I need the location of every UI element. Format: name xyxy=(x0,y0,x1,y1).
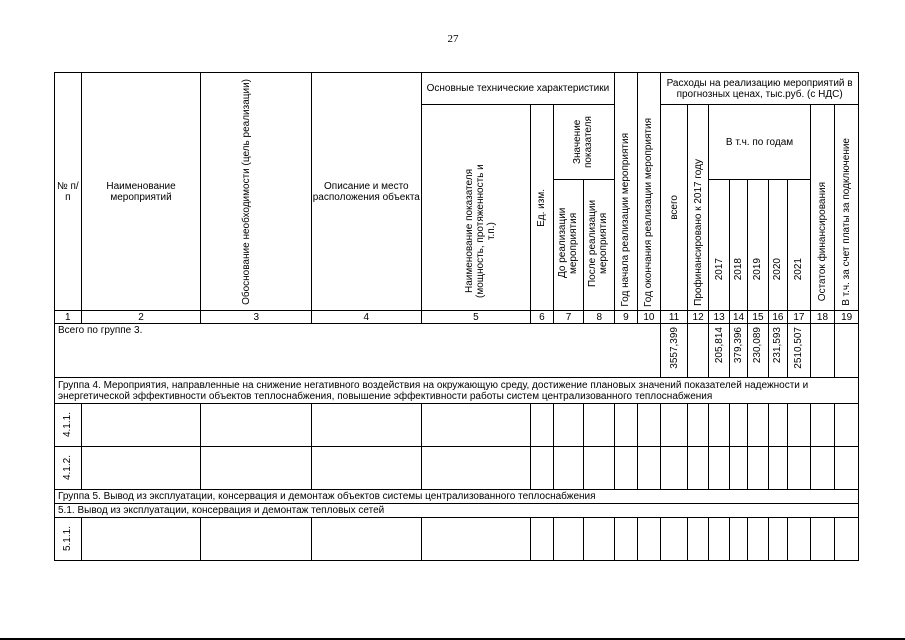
group5-title: Группа 5. Вывод из эксплуатации, консервация и демонтаж объектов системы централизованного теплоснабжения xyxy=(55,490,859,504)
remaining-value xyxy=(810,324,835,378)
row-number-511: 5.1.1. xyxy=(55,518,82,561)
header-description: Описание и место расположения объекта xyxy=(312,73,422,311)
total-row-group3 xyxy=(55,324,859,378)
column-number: 16 xyxy=(768,311,787,324)
column-number: 3 xyxy=(201,311,312,324)
table-row xyxy=(55,518,859,561)
column-number: 9 xyxy=(615,311,638,324)
column-number: 5 xyxy=(421,311,531,324)
header-indicator-name: Наименование показателя (мощность, протяженность и т.п.) xyxy=(421,105,531,311)
header-year-2021: 2021 xyxy=(788,180,811,311)
column-number: 2 xyxy=(81,311,201,324)
header-start-year: Год начала реализации мероприятия xyxy=(615,73,638,311)
header-remaining: Остаток финансирования xyxy=(810,105,835,311)
financed-value xyxy=(687,324,709,378)
column-number: 14 xyxy=(729,311,747,324)
header-justification: Обоснование необходимости (цель реализации) xyxy=(201,73,312,311)
header-year-2019: 2019 xyxy=(748,180,768,311)
column-number: 18 xyxy=(810,311,835,324)
table-row xyxy=(55,447,859,490)
header-year-2018: 2018 xyxy=(729,180,747,311)
header-connection-fee: В т.ч. за счет платы за подключение xyxy=(835,105,859,311)
column-number: 4 xyxy=(312,311,422,324)
group4-title: Группа 4. Мероприятия, направленные на снижение негативного воздействия на окружающую среду, достижение плановых значений показателей надежности и энергетической эффективности объектов теплоснабжения, повышение эффективности работы систем централизованного теплоснабжения xyxy=(55,378,859,404)
header-year-2017: 2017 xyxy=(709,180,729,311)
header-tech-characteristics: Основные технические характеристики xyxy=(421,73,615,105)
column-number: 12 xyxy=(687,311,709,324)
value-2017: 205,814 xyxy=(709,324,729,378)
column-number: 13 xyxy=(709,311,729,324)
value-2018: 379,396 xyxy=(729,324,747,378)
column-number: 7 xyxy=(553,311,584,324)
column-number: 1 xyxy=(55,311,82,324)
table-row xyxy=(55,404,859,447)
header-year-2020: 2020 xyxy=(768,180,787,311)
header-end-year: Год окончания реализации мероприятия xyxy=(637,73,661,311)
total-value: 3557,399 xyxy=(661,324,688,378)
header-before: До реализации мероприятия xyxy=(553,180,584,311)
column-number-row xyxy=(55,311,859,324)
header-name: Наименование мероприятий xyxy=(81,73,201,311)
column-number: 8 xyxy=(584,311,615,324)
header-number: № п/п xyxy=(55,73,82,311)
column-number: 6 xyxy=(531,311,554,324)
header-by-years: В т.ч. по годам xyxy=(709,105,810,180)
header-costs: Расходы на реализацию мероприятий в прогнозных ценах, тыс.руб. (с НДС) xyxy=(661,73,859,105)
value-2020: 231,593 xyxy=(768,324,787,378)
value-2021: 2510,507 xyxy=(788,324,811,378)
column-number: 11 xyxy=(661,311,688,324)
column-number: 19 xyxy=(835,311,859,324)
total-row-label: Всего по группе 3. xyxy=(55,324,661,378)
header-indicator-value: Значение показателя xyxy=(553,105,614,180)
subgroup51-title: 5.1. Вывод из эксплуатации, консервация и демонтаж тепловых сетей xyxy=(55,504,859,518)
column-number: 15 xyxy=(748,311,768,324)
investment-table xyxy=(54,72,859,561)
header-financed-2017: Профинансировано к 2017 году xyxy=(687,105,709,311)
connection-fee-value xyxy=(835,324,859,378)
page-number: 27 xyxy=(447,33,459,45)
column-number: 17 xyxy=(788,311,811,324)
value-2019: 230,089 xyxy=(748,324,768,378)
header-after: После реализации мероприятия xyxy=(584,180,615,311)
row-number-412: 4.1.2. xyxy=(55,447,82,490)
column-number: 10 xyxy=(637,311,661,324)
row-number-411: 4.1.1. xyxy=(55,404,82,447)
header-unit: Ед. изм. xyxy=(531,105,554,311)
header-total: всего xyxy=(661,105,688,311)
